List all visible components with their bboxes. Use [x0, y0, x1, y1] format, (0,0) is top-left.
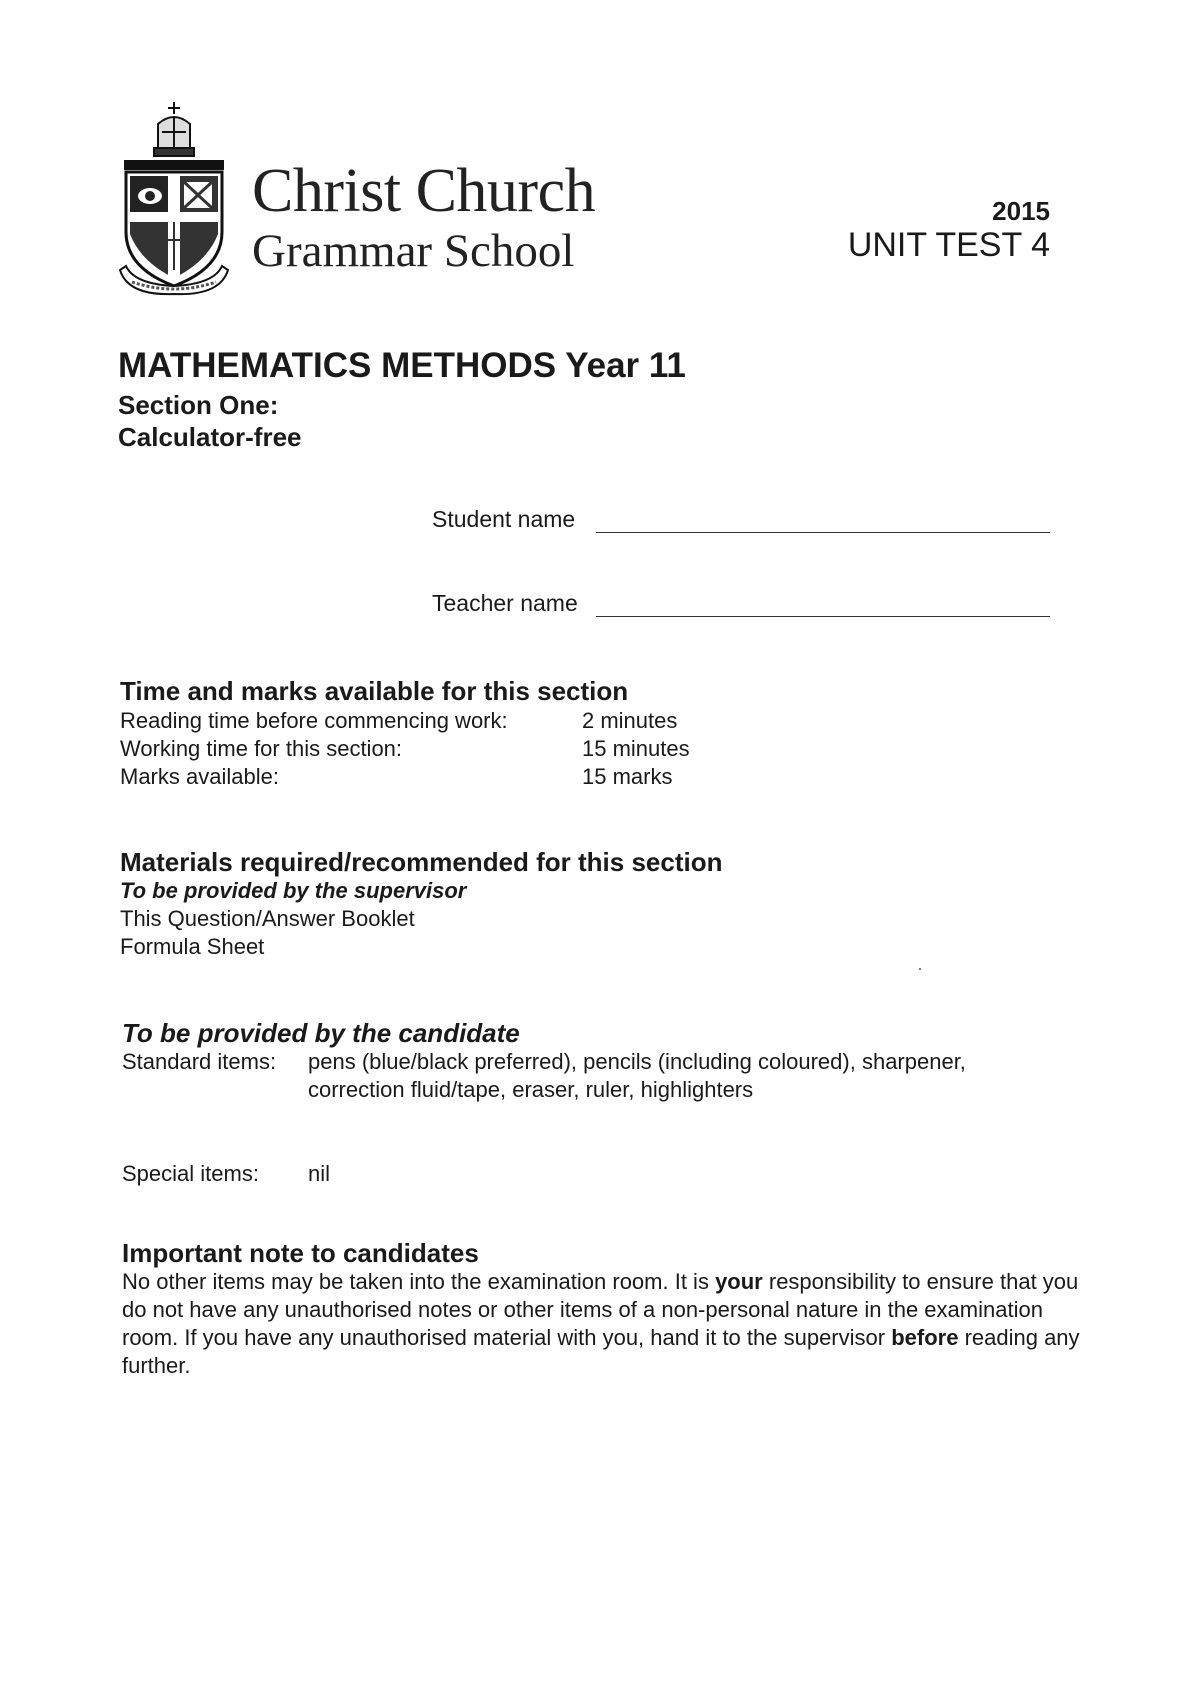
page-title: MATHEMATICS METHODS Year 11 [118, 346, 686, 385]
student-name-field[interactable] [596, 532, 1050, 533]
time-row-working-label: Working time for this section: [120, 736, 403, 761]
materials-heading: Materials required/recommended for this section [120, 847, 723, 877]
time-row-working-value: 15 minutes [582, 736, 690, 761]
special-items-value: nil [308, 1161, 331, 1186]
note-text-part: responsibility to ensure that you do not have any unauthorised notes or other items of a non-personal nature in the examination room. If you have any unauthorised material with you, hand it to the supervisor [122, 1269, 1079, 1350]
school-name-line2: Grammar School [252, 225, 575, 277]
time-row-marks-label: Marks available: [120, 764, 279, 789]
school-name-line1: Christ Church [252, 157, 596, 225]
supervisor-item: This Question/Answer Booklet [120, 906, 415, 931]
note-emphasis-before: before [891, 1325, 959, 1350]
time-row-reading-value: 2 minutes [582, 708, 678, 733]
test-year: 2015 [992, 196, 1050, 226]
time-marks-heading: Time and marks available for this section [120, 676, 629, 706]
teacher-name-label: Teacher name [432, 590, 578, 616]
section-subtitle: Calculator-free [118, 422, 302, 452]
important-note-text [122, 1268, 1082, 1380]
note-text-part: No other items may be taken into the examination room. It is [122, 1269, 716, 1294]
school-name [252, 157, 596, 277]
standard-items-line2: correction fluid/tape, eraser, ruler, highlighters [308, 1077, 754, 1102]
teacher-name-field[interactable] [596, 616, 1050, 617]
standard-items-label: Standard items: [122, 1049, 277, 1074]
time-row-marks-value: 15 marks [582, 764, 673, 789]
supervisor-item: Formula Sheet [120, 934, 265, 959]
note-emphasis-your: your [715, 1269, 763, 1294]
special-items-label: Special items: [122, 1161, 259, 1186]
school-crest-icon [118, 100, 230, 296]
standard-items-line1: pens (blue/black preferred), pencils (including coloured), sharpener, [308, 1049, 966, 1074]
supervisor-heading: To be provided by the supervisor [120, 878, 467, 903]
note-text-part: reading any further. [122, 1325, 1080, 1378]
scan-speck [919, 968, 921, 970]
important-note-heading: Important note to candidates [122, 1238, 479, 1268]
time-row-reading-label: Reading time before commencing work: [120, 708, 508, 733]
test-name: UNIT TEST 4 [847, 226, 1050, 264]
student-name-label: Student name [432, 506, 576, 532]
section-title: Section One: [118, 390, 279, 420]
candidate-heading: To be provided by the candidate [122, 1018, 520, 1048]
